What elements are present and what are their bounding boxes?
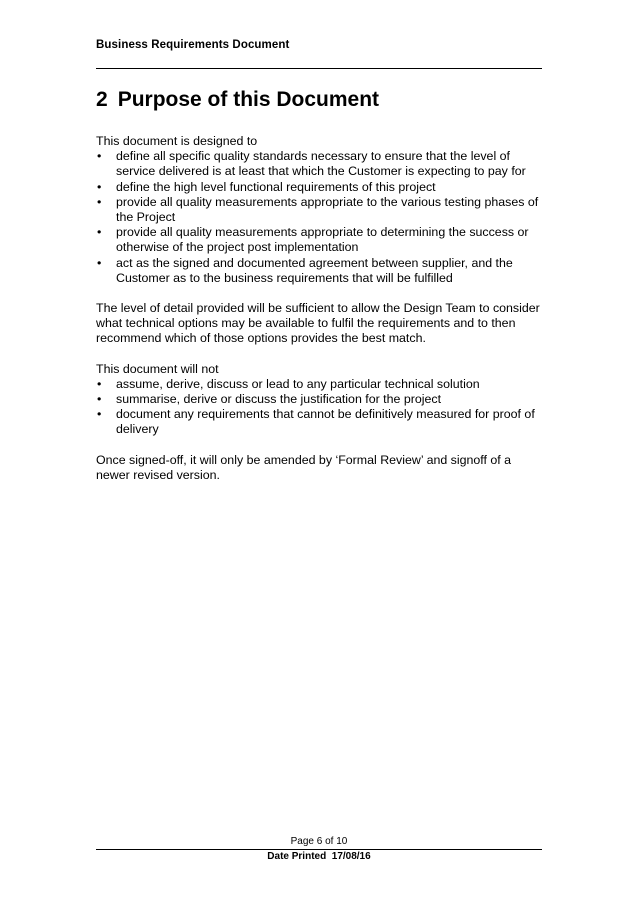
designed-to-list bbox=[96, 149, 546, 286]
paragraph-spacer bbox=[96, 347, 546, 362]
section-number: 2 bbox=[96, 88, 108, 111]
page-number: Page 6 of 10 bbox=[290, 836, 348, 847]
document-header-title: Business Requirements Document bbox=[96, 39, 290, 51]
list-item bbox=[96, 180, 546, 195]
list-item-text: summarise, derive or discuss the justification for the project bbox=[116, 392, 442, 407]
list-item-text: act as the signed and documented agreement between supplier, and the Customer as to the business requirements that will be fulfilled bbox=[116, 255, 513, 285]
section-heading bbox=[96, 88, 379, 112]
footer-divider bbox=[96, 849, 542, 850]
list-item bbox=[96, 149, 546, 179]
list-item-text: provide all quality measurements appropriate to the various testing phases of the Project bbox=[116, 194, 539, 225]
paragraph-spacer bbox=[96, 286, 546, 301]
list-item bbox=[96, 256, 546, 286]
list-item-text: define all specific quality standards necessary to ensure that the level of service delivered is at least that which the Customer is expecting to pay for bbox=[116, 149, 526, 179]
list-item-text: define the high level functional requirements of this project bbox=[116, 179, 436, 194]
header-divider bbox=[96, 68, 542, 69]
section-title: Purpose of this Document bbox=[117, 88, 380, 111]
will-not-intro: This document will not bbox=[96, 361, 219, 376]
bullet-icon: • bbox=[97, 255, 102, 270]
bullet-icon: • bbox=[97, 149, 102, 164]
list-item bbox=[96, 195, 546, 225]
list-item-text: document any requirements that cannot be definitively measured for proof of delivery bbox=[116, 407, 535, 437]
intro-paragraph: This document is designed to bbox=[96, 134, 258, 148]
list-item bbox=[96, 407, 546, 437]
list-item bbox=[96, 392, 546, 407]
list-item-text: provide all quality measurements appropriate to determining the success or otherwise of the project post implementation bbox=[116, 225, 529, 255]
bullet-icon: • bbox=[97, 194, 102, 209]
will-not-list bbox=[96, 377, 546, 438]
document-body bbox=[96, 134, 546, 483]
list-item-text: assume, derive, discuss or lead to any particular technical solution bbox=[116, 376, 480, 391]
bullet-icon: • bbox=[97, 407, 102, 422]
bullet-icon: • bbox=[97, 179, 102, 194]
bullet-icon: • bbox=[97, 376, 102, 391]
list-item bbox=[96, 377, 546, 392]
bullet-icon: • bbox=[97, 392, 102, 407]
closing-paragraph: Once signed-off, it will only be amended by ‘Formal Review’ and signoff of a newer revised version. bbox=[96, 452, 512, 482]
detail-paragraph: The level of detail provided will be sufficient to allow the Design Team to consider what technical options may be available to fulfil the requirements and to then recommend which of those options provides the best match. bbox=[96, 301, 540, 346]
date-printed: Date Printed 17/08/16 bbox=[267, 851, 371, 862]
bullet-icon: • bbox=[97, 225, 102, 240]
list-item bbox=[96, 225, 546, 255]
paragraph-spacer bbox=[96, 438, 546, 453]
